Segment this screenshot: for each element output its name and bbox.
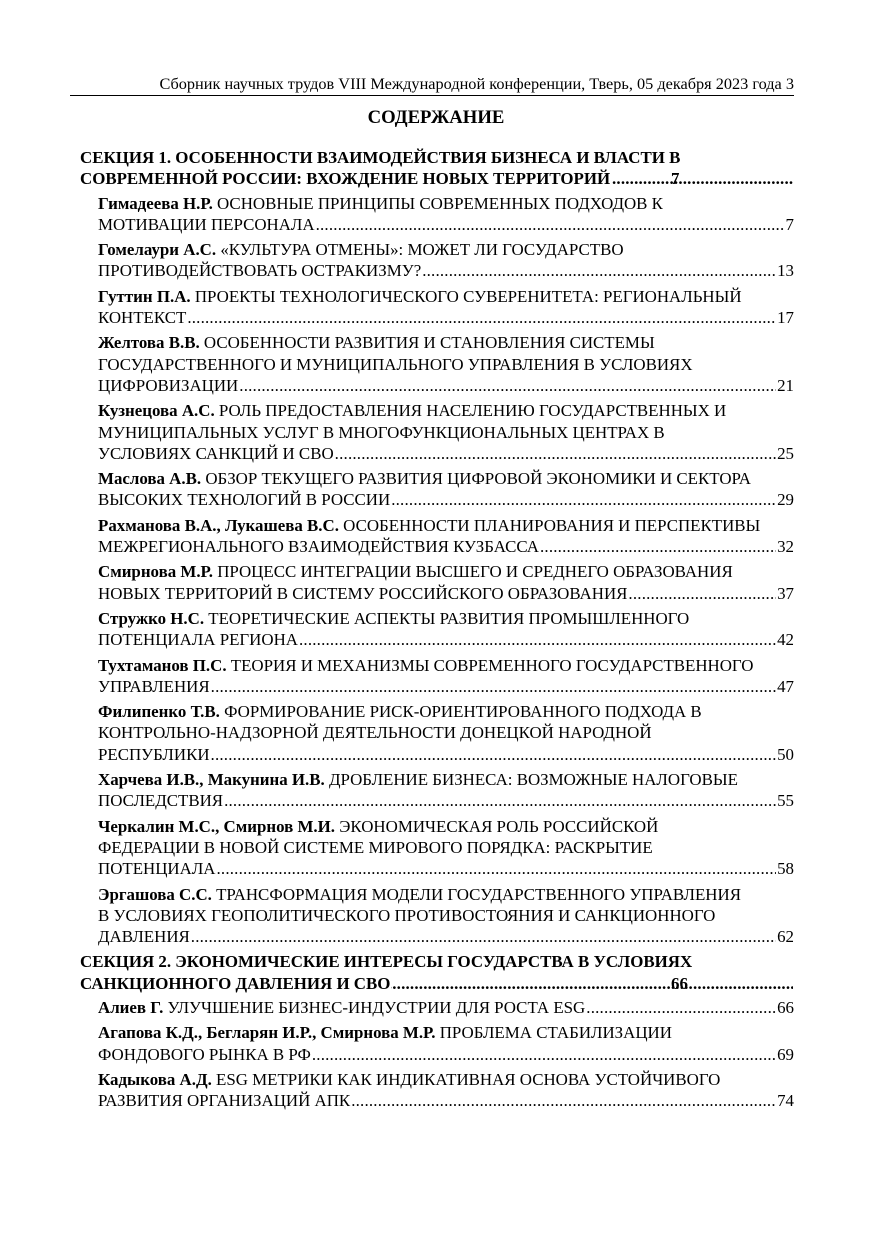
toc-title-part: ОСОБЕННОСТИ ПЛАНИРОВАНИЯ И ПЕРСПЕКТИВЫ xyxy=(338,515,761,535)
page-number: 47 xyxy=(777,676,794,696)
toc-line xyxy=(98,701,794,722)
toc-line: ГОСУДАРСТВЕННОГО И МУНИЦИПАЛЬНОГО УПРАВЛЕНИЯ В УСЛОВИЯХ xyxy=(98,354,693,374)
toc-item xyxy=(80,468,794,511)
page-title: СОДЕРЖАНИЕ xyxy=(367,107,505,128)
toc-title-part: ПОТЕНЦИАЛА РЕГИОНА xyxy=(98,630,298,650)
toc-title-part: ПРОЦЕСС ИНТЕГРАЦИИ ВЫСШЕГО И СРЕДНЕГО ОБРАЗОВАНИЯ xyxy=(212,562,733,582)
toc-leader-line: СОВРЕМЕННОЙ РОССИИ: ВХОЖДЕНИЕ НОВЫХ ТЕРРИТОРИЙ ..... 7 xyxy=(203,168,794,189)
toc-line xyxy=(98,608,794,629)
page-number: 58 xyxy=(777,859,794,879)
leader-dots xyxy=(628,583,776,604)
toc-title-part: ПРОТИВОДЕЙСТВОВАТЬ ОСТРАКИЗМУ? xyxy=(98,261,422,281)
toc-title-part: УСЛОВИЯХ САНКЦИЙ И СВО xyxy=(98,443,334,463)
toc-author: Стружко Н.С. xyxy=(98,608,205,628)
toc-title-part: ФОРМИРОВАНИЕ РИСК-ОРИЕНТИРОВАННОГО ПОДХОДА В xyxy=(219,702,702,722)
toc-item xyxy=(80,997,794,1018)
leader-dots xyxy=(312,1044,776,1065)
toc-title-part: РОЛЬ ПРЕДОСТАВЛЕНИЯ НАСЕЛЕНИЮ ГОСУДАРСТВЕННЫХ И xyxy=(214,401,727,421)
toc-title-part: ДРОБЛЕНИЕ БИЗНЕСА: ВОЗМОЖНЫЕ НАЛОГОВЫЕ xyxy=(324,770,738,790)
toc-title-part: ТРАНСФОРМАЦИЯ МОДЕЛИ ГОСУДАРСТВЕННОГО УПРАВЛЕНИЯ xyxy=(211,884,741,904)
toc-title-part: ПОТЕНЦИАЛА xyxy=(98,859,216,879)
leader-dots xyxy=(187,307,776,328)
toc-line xyxy=(98,816,794,837)
toc-title-part: МОТИВАЦИИ ПЕРСОНАЛА xyxy=(98,214,315,234)
page-number: 25 xyxy=(777,443,794,463)
toc-item xyxy=(80,193,794,236)
leader-dots xyxy=(391,973,793,994)
toc-title-part: ОСОБЕННОСТИ РАЗВИТИЯ И СТАНОВЛЕНИЯ СИСТЕМЫ xyxy=(199,333,655,353)
toc-item xyxy=(80,400,794,464)
toc-author: Желтова В.В. xyxy=(98,333,200,353)
toc-leader-line xyxy=(98,926,794,947)
toc-line xyxy=(98,655,794,676)
toc-section xyxy=(80,147,794,190)
running-header: Сборник научных трудов VIII Международной конференции, Тверь, 05 декабря 2023 года 3 xyxy=(70,73,794,96)
toc-title-part: СОВРЕМЕННОЙ РОССИИ: ВХОЖДЕНИЕ НОВЫХ ТЕРРИТОРИЙ xyxy=(80,169,611,189)
toc-leader-line xyxy=(98,790,794,811)
leader-dots xyxy=(239,375,776,396)
page-number: 66 xyxy=(777,997,794,1017)
toc-line: СЕКЦИЯ 1. ОСОБЕННОСТИ ВЗАИМОДЕЙСТВИЯ БИЗНЕСА И ВЛАСТИ В xyxy=(80,148,681,167)
toc-item xyxy=(80,239,794,282)
page-number: 21 xyxy=(777,375,794,395)
toc-author: Смирнова М.Р. xyxy=(98,562,213,582)
toc-title-part: ДАВЛЕНИЯ xyxy=(98,927,190,947)
toc-leader-line: САНКЦИОННОГО ДАВЛЕНИЯ И СВО ..... 66 xyxy=(203,973,794,994)
toc-author: Эргашова С.С. xyxy=(98,884,212,904)
toc-title-part: РАЗВИТИЯ ОРГАНИЗАЦИЙ АПК xyxy=(98,1091,351,1111)
toc-author: Филипенко Т.В. xyxy=(98,702,220,722)
toc-leader-line xyxy=(98,858,794,879)
leader-dots xyxy=(299,629,776,650)
leader-dots xyxy=(316,214,785,235)
toc-author: Черкалин М.С., Смирнов М.И. xyxy=(98,816,336,836)
toc-item xyxy=(80,884,794,948)
toc-leader-line xyxy=(98,629,794,650)
toc-leader-line xyxy=(98,676,794,697)
toc-author: Маслова А.В. xyxy=(98,469,202,489)
toc-item xyxy=(80,515,794,558)
toc-leader-line xyxy=(98,260,794,281)
toc-line xyxy=(98,561,794,582)
toc-author: Рахманова В.А., Лукашева В.С. xyxy=(98,515,339,535)
toc-line: ФЕДЕРАЦИИ В НОВОЙ СИСТЕМЕ МИРОВОГО ПОРЯДКА: РАСКРЫТИЕ xyxy=(98,837,653,857)
toc-line xyxy=(98,1022,794,1043)
toc-title-part: МЕЖРЕГИОНАЛЬНОГО ВЗАИМОДЕЙСТВИЯ КУЗБАССА xyxy=(98,537,539,557)
toc-title-part: УПРАВЛЕНИЯ xyxy=(98,676,210,696)
toc-item xyxy=(80,769,794,812)
toc-title-part: «КУЛЬТУРА ОТМЕНЫ»: МОЖЕТ ЛИ ГОСУДАРСТВО xyxy=(216,240,624,260)
toc-leader-line xyxy=(98,536,794,557)
leader-dots xyxy=(540,536,776,557)
table-of-contents xyxy=(80,147,794,1115)
page-number: 29 xyxy=(777,490,794,510)
page-number: 74 xyxy=(777,1091,794,1111)
toc-leader-line xyxy=(98,997,794,1018)
leader-dots xyxy=(351,1090,776,1111)
toc-title-part: ТЕОРИЯ И МЕХАНИЗМЫ СОВРЕМЕННОГО ГОСУДАРСТВЕННОГО xyxy=(226,655,754,675)
toc-author: Агапова К.Д., Бегларян И.Р., Смирнова М.Р. xyxy=(98,1023,436,1043)
toc-line xyxy=(98,769,794,790)
toc-leader-line xyxy=(98,307,794,328)
toc-line xyxy=(98,239,794,260)
page-number: 50 xyxy=(777,744,794,764)
toc-line: МУНИЦИПАЛЬНЫХ УСЛУГ В МНОГОФУНКЦИОНАЛЬНЫХ ЦЕНТРАХ В xyxy=(98,422,665,442)
toc-title-part: ВЫСОКИХ ТЕХНОЛОГИЙ В РОССИИ xyxy=(98,490,391,510)
toc-leader-line xyxy=(98,744,794,765)
toc-item xyxy=(80,561,794,604)
toc-leader-line xyxy=(98,1090,794,1111)
leader-dots xyxy=(586,997,776,1018)
toc-title-part: РЕСПУБЛИКИ xyxy=(98,744,210,764)
leader-dots xyxy=(211,676,776,697)
page-number: 62 xyxy=(777,927,794,947)
toc-leader-line xyxy=(98,583,794,604)
toc-author: Гомелаури А.С. xyxy=(98,240,217,260)
leader-dots xyxy=(391,489,776,510)
toc-item xyxy=(80,286,794,329)
page-number: 13 xyxy=(777,261,794,281)
toc-item xyxy=(80,608,794,651)
toc-author: Кадыкова А.Д. xyxy=(98,1069,212,1089)
toc-title-part: ЭКОНОМИЧЕСКАЯ РОЛЬ РОССИЙСКОЙ xyxy=(335,816,659,836)
leader-dots xyxy=(224,790,776,811)
toc-title-part: КОНТЕКСТ xyxy=(98,308,187,328)
toc-author: Гимадеева Н.Р. xyxy=(98,193,213,213)
toc-item xyxy=(80,701,794,765)
toc-title-part: ТЕОРЕТИЧЕСКИЕ АСПЕКТЫ РАЗВИТИЯ ПРОМЫШЛЕННОГО xyxy=(204,608,690,628)
toc-line xyxy=(98,400,794,421)
toc-title-part xyxy=(98,997,585,1018)
toc-author: Тухтаманов П.С. xyxy=(98,655,227,675)
toc-line: СЕКЦИЯ 2. ЭКОНОМИЧЕСКИЕ ИНТЕРЕСЫ ГОСУДАРСТВА В УСЛОВИЯХ xyxy=(80,952,693,972)
leader-dots xyxy=(216,858,776,879)
toc-leader-line xyxy=(98,443,794,464)
toc-line xyxy=(98,884,794,905)
toc-line xyxy=(98,332,794,353)
toc-title-part: ОБЗОР ТЕКУЩЕГО РАЗВИТИЯ ЦИФРОВОЙ ЭКОНОМИКИ И СЕКТОРА xyxy=(201,469,751,489)
toc-line xyxy=(98,1069,794,1090)
page-number: 7 xyxy=(785,214,794,234)
leader-dots xyxy=(335,443,776,464)
leader-dots xyxy=(191,926,776,947)
toc-title-part: НОВЫХ ТЕРРИТОРИЙ В СИСТЕМУ РОССИЙСКОГО ОБРАЗОВАНИЯ xyxy=(98,583,628,603)
toc-item xyxy=(80,1069,794,1112)
page-number: 55 xyxy=(777,791,794,811)
toc-title-part: САНКЦИОННОГО ДАВЛЕНИЯ И СВО xyxy=(80,973,391,993)
toc-author: Алиев Г. xyxy=(98,997,164,1017)
toc-item xyxy=(80,1022,794,1065)
toc-line xyxy=(98,193,794,214)
toc-line xyxy=(98,286,794,307)
toc-title-part: ПОСЛЕДСТВИЯ xyxy=(98,791,224,811)
toc-author: Гуттин П.А. xyxy=(98,286,191,306)
toc-title-part: УЛУЧШЕНИЕ БИЗНЕС-ИНДУСТРИИ ДЛЯ РОСТА ESG xyxy=(163,997,586,1017)
toc-title-part: ПРОЕКТЫ ТЕХНОЛОГИЧЕСКОГО СУВЕРЕНИТЕТА: РЕГИОНАЛЬНЫЙ xyxy=(190,286,742,306)
toc-item xyxy=(80,332,794,396)
toc-leader-line xyxy=(98,214,794,235)
toc-leader-line xyxy=(98,1044,794,1065)
page-number: 69 xyxy=(777,1044,794,1064)
toc-line xyxy=(98,468,794,489)
toc-line: КОНТРОЛЬНО-НАДЗОРНОЙ ДЕЯТЕЛЬНОСТИ ДОНЕЦКОЙ НАРОДНОЙ xyxy=(98,723,652,743)
toc-title-part: ОСНОВНЫЕ ПРИНЦИПЫ СОВРЕМЕННЫХ ПОДХОДОВ К xyxy=(212,193,663,213)
toc-leader-line xyxy=(98,489,794,510)
toc-line xyxy=(98,515,794,536)
toc-item xyxy=(80,655,794,698)
page-number: 32 xyxy=(777,537,794,557)
page-number: 42 xyxy=(777,630,794,650)
page-number: 17 xyxy=(777,308,794,328)
toc-title-part: ESG МЕТРИКИ КАК ИНДИКАТИВНАЯ ОСНОВА УСТОЙЧИВОГО xyxy=(211,1069,721,1089)
page-number: 37 xyxy=(777,583,794,603)
toc-line: В УСЛОВИЯХ ГЕОПОЛИТИЧЕСКОГО ПРОТИВОСТОЯНИЯ И САНКЦИОННОГО xyxy=(98,905,716,925)
toc-leader-line xyxy=(98,375,794,396)
toc-author: Кузнецова А.С. xyxy=(98,401,215,421)
toc-title-part: ФОНДОВОГО РЫНКА В РФ xyxy=(98,1044,311,1064)
toc-title-part: ЦИФРОВИЗАЦИИ xyxy=(98,375,239,395)
leader-dots xyxy=(611,168,793,189)
toc-item xyxy=(80,816,794,880)
leader-dots xyxy=(211,744,777,765)
leader-dots xyxy=(422,260,776,281)
toc-section xyxy=(80,951,794,994)
toc-title-part: ПРОБЛЕМА СТАБИЛИЗАЦИИ xyxy=(435,1023,672,1043)
toc-author: Харчева И.В., Макунина И.В. xyxy=(98,770,325,790)
